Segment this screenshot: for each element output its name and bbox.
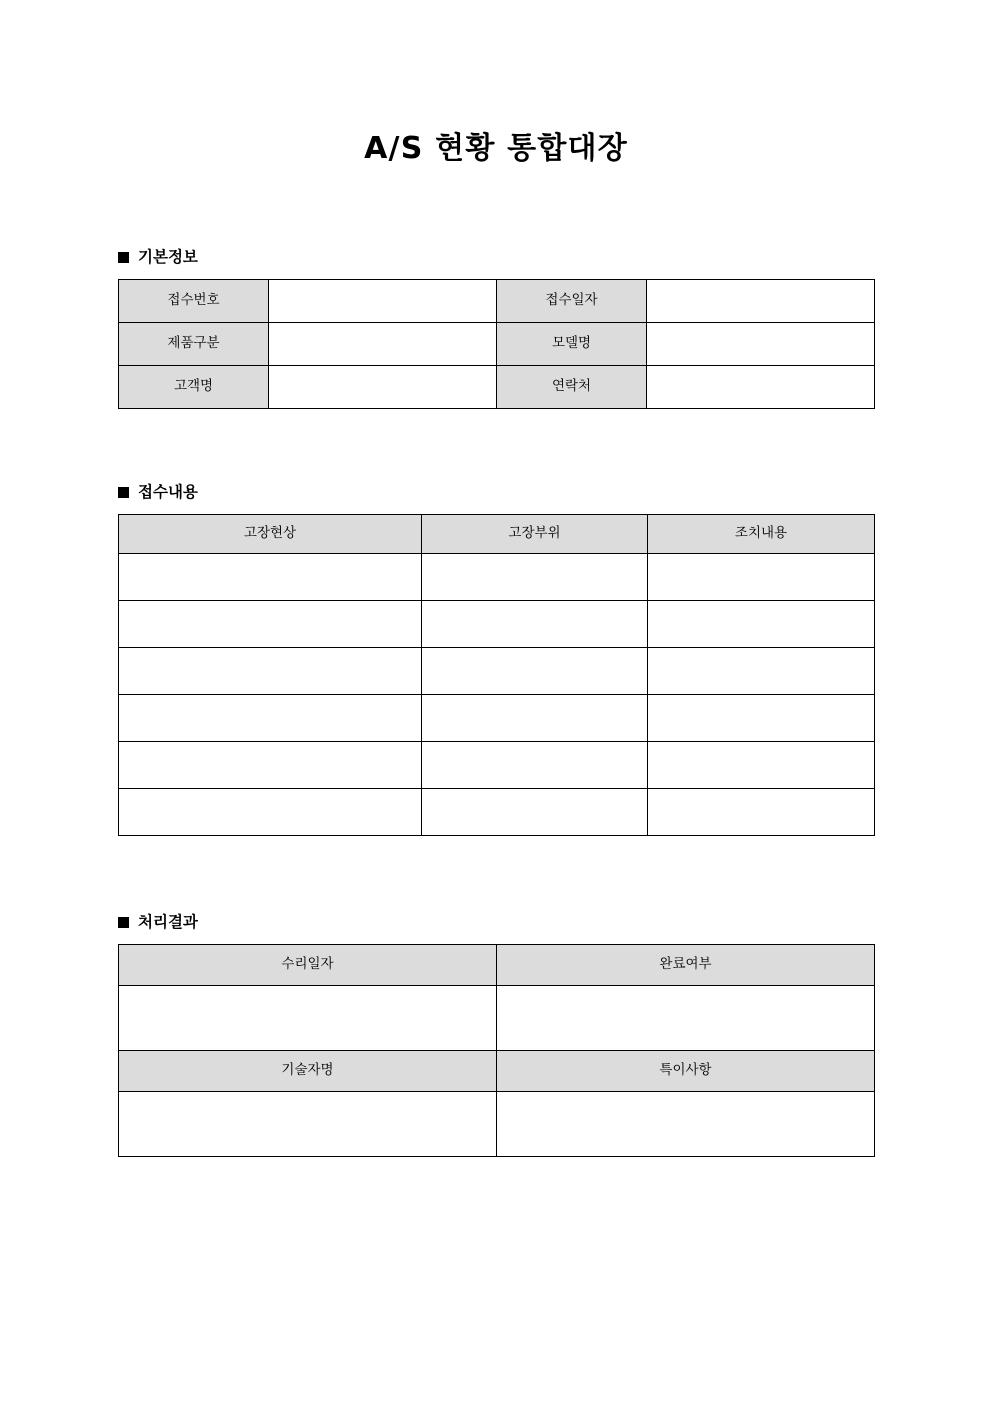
column-header: 완료여부 <box>497 944 875 985</box>
column-header: 기술자명 <box>119 1050 497 1091</box>
field-value[interactable] <box>119 553 422 600</box>
section-heading-basic-info <box>118 250 874 266</box>
bullet-square-icon <box>118 917 129 928</box>
section-result <box>118 915 874 1157</box>
section-receipt-details <box>118 485 874 836</box>
column-header: 고장부위 <box>422 514 648 553</box>
table-header-row <box>119 514 875 553</box>
field-value[interactable] <box>119 741 422 788</box>
field-value[interactable] <box>648 694 875 741</box>
field-value[interactable] <box>648 600 875 647</box>
table-row <box>119 985 875 1050</box>
field-value[interactable] <box>119 600 422 647</box>
field-value[interactable] <box>269 365 497 408</box>
field-value[interactable] <box>422 600 648 647</box>
table-row <box>119 647 875 694</box>
field-label: 고객명 <box>119 365 269 408</box>
table-row <box>119 788 875 835</box>
table-row <box>119 1091 875 1156</box>
field-value[interactable] <box>119 694 422 741</box>
table-header-row <box>119 944 875 985</box>
page-title: A/S 현황 통합대장 <box>364 131 628 166</box>
section-heading-label: 처리결과 <box>138 913 198 931</box>
table-row <box>119 279 875 322</box>
field-value[interactable] <box>647 279 875 322</box>
section-heading-receipt-details <box>118 485 874 501</box>
field-value[interactable] <box>422 694 648 741</box>
field-value[interactable] <box>119 1091 497 1156</box>
column-header: 조치내용 <box>648 514 875 553</box>
column-header: 고장현상 <box>119 514 422 553</box>
table-row <box>119 365 875 408</box>
table-result <box>118 944 875 1157</box>
field-value[interactable] <box>497 985 875 1050</box>
field-label: 연락처 <box>497 365 647 408</box>
field-value[interactable] <box>422 553 648 600</box>
column-header: 특이사항 <box>497 1050 875 1091</box>
field-value[interactable] <box>422 788 648 835</box>
field-value[interactable] <box>269 322 497 365</box>
section-basic-info <box>118 250 874 409</box>
table-basic-info <box>118 279 875 409</box>
field-value[interactable] <box>648 553 875 600</box>
field-value[interactable] <box>648 788 875 835</box>
section-heading-label: 접수내용 <box>138 483 198 501</box>
column-header: 수리일자 <box>119 944 497 985</box>
field-value[interactable] <box>269 279 497 322</box>
field-value[interactable] <box>422 647 648 694</box>
table-row <box>119 553 875 600</box>
field-value[interactable] <box>119 647 422 694</box>
field-value[interactable] <box>648 741 875 788</box>
table-row <box>119 741 875 788</box>
field-value[interactable] <box>119 985 497 1050</box>
table-row <box>119 694 875 741</box>
table-receipt-details <box>118 514 875 836</box>
table-row <box>119 600 875 647</box>
field-label: 접수일자 <box>497 279 647 322</box>
table-row <box>119 322 875 365</box>
field-value[interactable] <box>647 322 875 365</box>
section-heading-label: 기본정보 <box>138 248 198 266</box>
field-value[interactable] <box>648 647 875 694</box>
field-label: 모델명 <box>497 322 647 365</box>
bullet-square-icon <box>118 487 129 498</box>
field-label: 접수번호 <box>119 279 269 322</box>
bullet-square-icon <box>118 252 129 263</box>
field-value[interactable] <box>119 788 422 835</box>
table-header-row <box>119 1050 875 1091</box>
field-value[interactable] <box>647 365 875 408</box>
section-heading-result <box>118 915 874 931</box>
field-label: 제품구분 <box>119 322 269 365</box>
field-value[interactable] <box>422 741 648 788</box>
field-value[interactable] <box>497 1091 875 1156</box>
